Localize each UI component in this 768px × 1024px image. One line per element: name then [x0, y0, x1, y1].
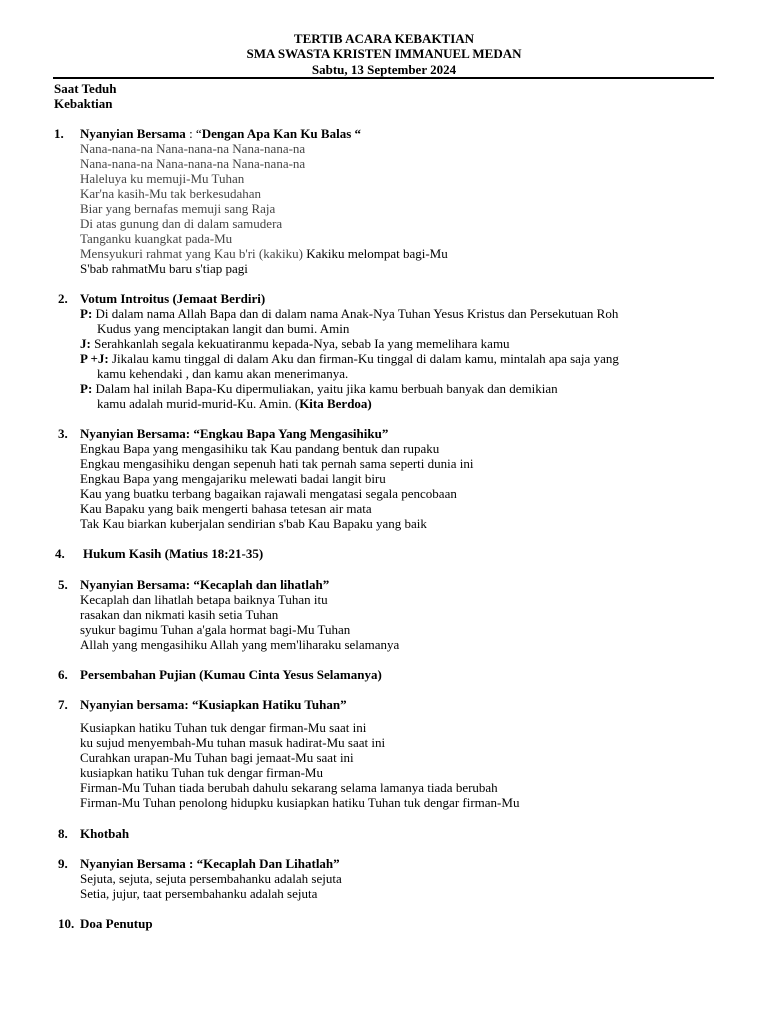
- lyric-line: Nana-nana-na Nana-nana-na Nana-nana-na: [80, 156, 306, 171]
- speaker-label: P +J:: [80, 351, 109, 366]
- lyric-line: Setia, jujur, taat persembahanku adalah sejuta: [80, 886, 318, 901]
- lyric-line: Sejuta, sejuta, sejuta persembahanku adalah sejuta: [80, 871, 342, 886]
- service-date: Sabtu, 13 September 2024: [311, 62, 457, 77]
- speaker-label: P:: [80, 306, 93, 321]
- item-number: 3.: [58, 426, 68, 441]
- lyric-line: Kecaplah dan lihatlah betapa baiknya Tuhan itu: [80, 592, 328, 607]
- liturgy-continuation: kamu kehendaki , dan kamu akan menerimanya.: [97, 366, 349, 381]
- liturgy-line: [80, 306, 618, 321]
- liturgy-line: [80, 351, 619, 366]
- lyric-line: Engkau Bapa yang mengajariku melewati badai langit biru: [80, 471, 386, 486]
- lyric-line: Engkau mengasihiku dengan sepenuh hati tak pernah sama seperti dunia ini: [80, 456, 474, 471]
- item-number: 10.: [58, 916, 75, 931]
- liturgy-text: Di dalam nama Allah Bapa dan di dalam nama Anak-Nya Tuhan Yesus Kristus dan Persekutuan Roh: [92, 306, 619, 321]
- item-number: 4.: [55, 546, 65, 561]
- item-number: 1.: [54, 126, 64, 141]
- document-title: TERTIB ACARA KEBAKTIAN: [293, 31, 475, 46]
- lyric-line: S'bab rahmatMu baru s'tiap pagi: [80, 261, 248, 276]
- lyric-line: Kar'na kasih-Mu tak berkesudahan: [80, 186, 262, 201]
- lyric-line: Di atas gunung dan di dalam samudera: [80, 216, 283, 231]
- lyric-fragment: Kakiku melompat bagi-Mu: [302, 246, 448, 261]
- liturgy-line: [80, 336, 510, 351]
- lyric-line: Curahkan urapan-Mu Tuhan bagi jemaat-Mu saat ini: [80, 750, 354, 765]
- saat-teduh-label: Saat Teduh: [54, 81, 117, 96]
- header-divider: [53, 77, 714, 79]
- lyric-line: Kusiapkan hatiku Tuhan tuk dengar firman-Mu saat ini: [80, 720, 367, 735]
- item2-title: Votum Introitus (Jemaat Berdiri): [80, 291, 266, 306]
- item1-song-title: Dengan Apa Kan Ku Balas “: [201, 126, 361, 141]
- liturgy-text: Jikalau kamu tinggal di dalam Aku dan firman-Ku tinggal di dalam kamu, mintalah apa saja yang: [108, 351, 619, 366]
- item6-title: Persembahan Pujian (Kumau Cinta Yesus Selamanya): [80, 667, 382, 682]
- item-number: 5.: [58, 577, 68, 592]
- liturgy-continuation: Kudus yang menciptakan langit dan bumi. Amin: [97, 321, 350, 336]
- lyric-line: Firman-Mu Tuhan penolong hidupku kusiapkan hatiku Tuhan tuk dengar firman-Mu: [80, 795, 520, 810]
- lyric-line: ku sujud menyembah-Mu tuhan masuk hadirat-Mu saat ini: [80, 735, 386, 750]
- lyric-line: Nana-nana-na Nana-nana-na Nana-nana-na: [80, 141, 306, 156]
- lyric-line: Tak Kau biarkan kuberjalan sendirian s'bab Kau Bapaku yang baik: [80, 516, 427, 531]
- lyric-line: syukur bagimu Tuhan a'gala hormat bagi-Mu Tuhan: [80, 622, 351, 637]
- item3-title: Nyanyian Bersama: “Engkau Bapa Yang Mengasihiku”: [80, 426, 389, 441]
- liturgy-line: [80, 381, 558, 396]
- item-number: 6.: [58, 667, 68, 682]
- liturgy-text: Serahkanlah segala kekuatiranmu kepada-Nya, sebab Ia yang memelihara kamu: [90, 336, 510, 351]
- item-number: 8.: [58, 826, 68, 841]
- item1-separator: : “: [185, 126, 202, 141]
- lyric-fragment: Mensyukuri rahmat yang Kau b'ri (kakiku): [80, 246, 303, 261]
- item8-title: Khotbah: [80, 826, 130, 841]
- school-name: SMA SWASTA KRISTEN IMMANUEL MEDAN: [246, 46, 522, 61]
- kebaktian-label: Kebaktian: [54, 96, 113, 111]
- lyric-line: rasakan dan nikmati kasih setia Tuhan: [80, 607, 279, 622]
- item5-title: Nyanyian Bersama: “Kecaplah dan lihatlah”: [80, 577, 330, 592]
- lyric-line: Engkau Bapa yang mengasihiku tak Kau pandang bentuk dan rupaku: [80, 441, 440, 456]
- speaker-label: J:: [80, 336, 91, 351]
- speaker-label: P:: [80, 381, 93, 396]
- lyric-line: Allah yang mengasihiku Allah yang mem'liharaku selamanya: [80, 637, 400, 652]
- item10-title: Doa Penutup: [80, 916, 153, 931]
- lyric-line: kusiapkan hatiku Tuhan tuk dengar firman-Mu: [80, 765, 323, 780]
- item7-title: Nyanyian bersama: “Kusiapkan Hatiku Tuhan”: [80, 697, 347, 712]
- liturgy-text: kamu adalah murid-murid-Ku. Amin. (: [97, 396, 300, 411]
- item9-title: Nyanyian Bersama : “Kecaplah Dan Lihatlah”: [80, 856, 340, 871]
- item1-label: Nyanyian Bersama: [80, 126, 186, 141]
- item-number: 9.: [58, 856, 68, 871]
- lyric-line: Biar yang bernafas memuji sang Raja: [80, 201, 276, 216]
- lyric-line: Kau Bapaku yang baik mengerti bahasa tetesan air mata: [80, 501, 372, 516]
- liturgy-text: Dalam hal inilah Bapa-Ku dipermuliakan, yaitu jika kamu berbuah banyak dan demikian: [92, 381, 558, 396]
- lyric-line: Tanganku kuangkat pada-Mu: [80, 231, 233, 246]
- item4-title: Hukum Kasih (Matius 18:21-35): [83, 546, 264, 561]
- prayer-note: Kita Berdoa): [299, 396, 372, 411]
- item-number: 2.: [58, 291, 68, 306]
- lyric-line: [80, 246, 448, 261]
- liturgy-continuation: [97, 396, 372, 411]
- lyric-line: Firman-Mu Tuhan tiada berubah dahulu sekarang selama lamanya tiada berubah: [80, 780, 498, 795]
- item1-heading: [80, 126, 361, 141]
- item-number: 7.: [58, 697, 68, 712]
- lyric-line: Haleluya ku memuji-Mu Tuhan: [80, 171, 245, 186]
- lyric-line: Kau yang buatku terbang bagaikan rajawali mengatasi segala pencobaan: [80, 486, 457, 501]
